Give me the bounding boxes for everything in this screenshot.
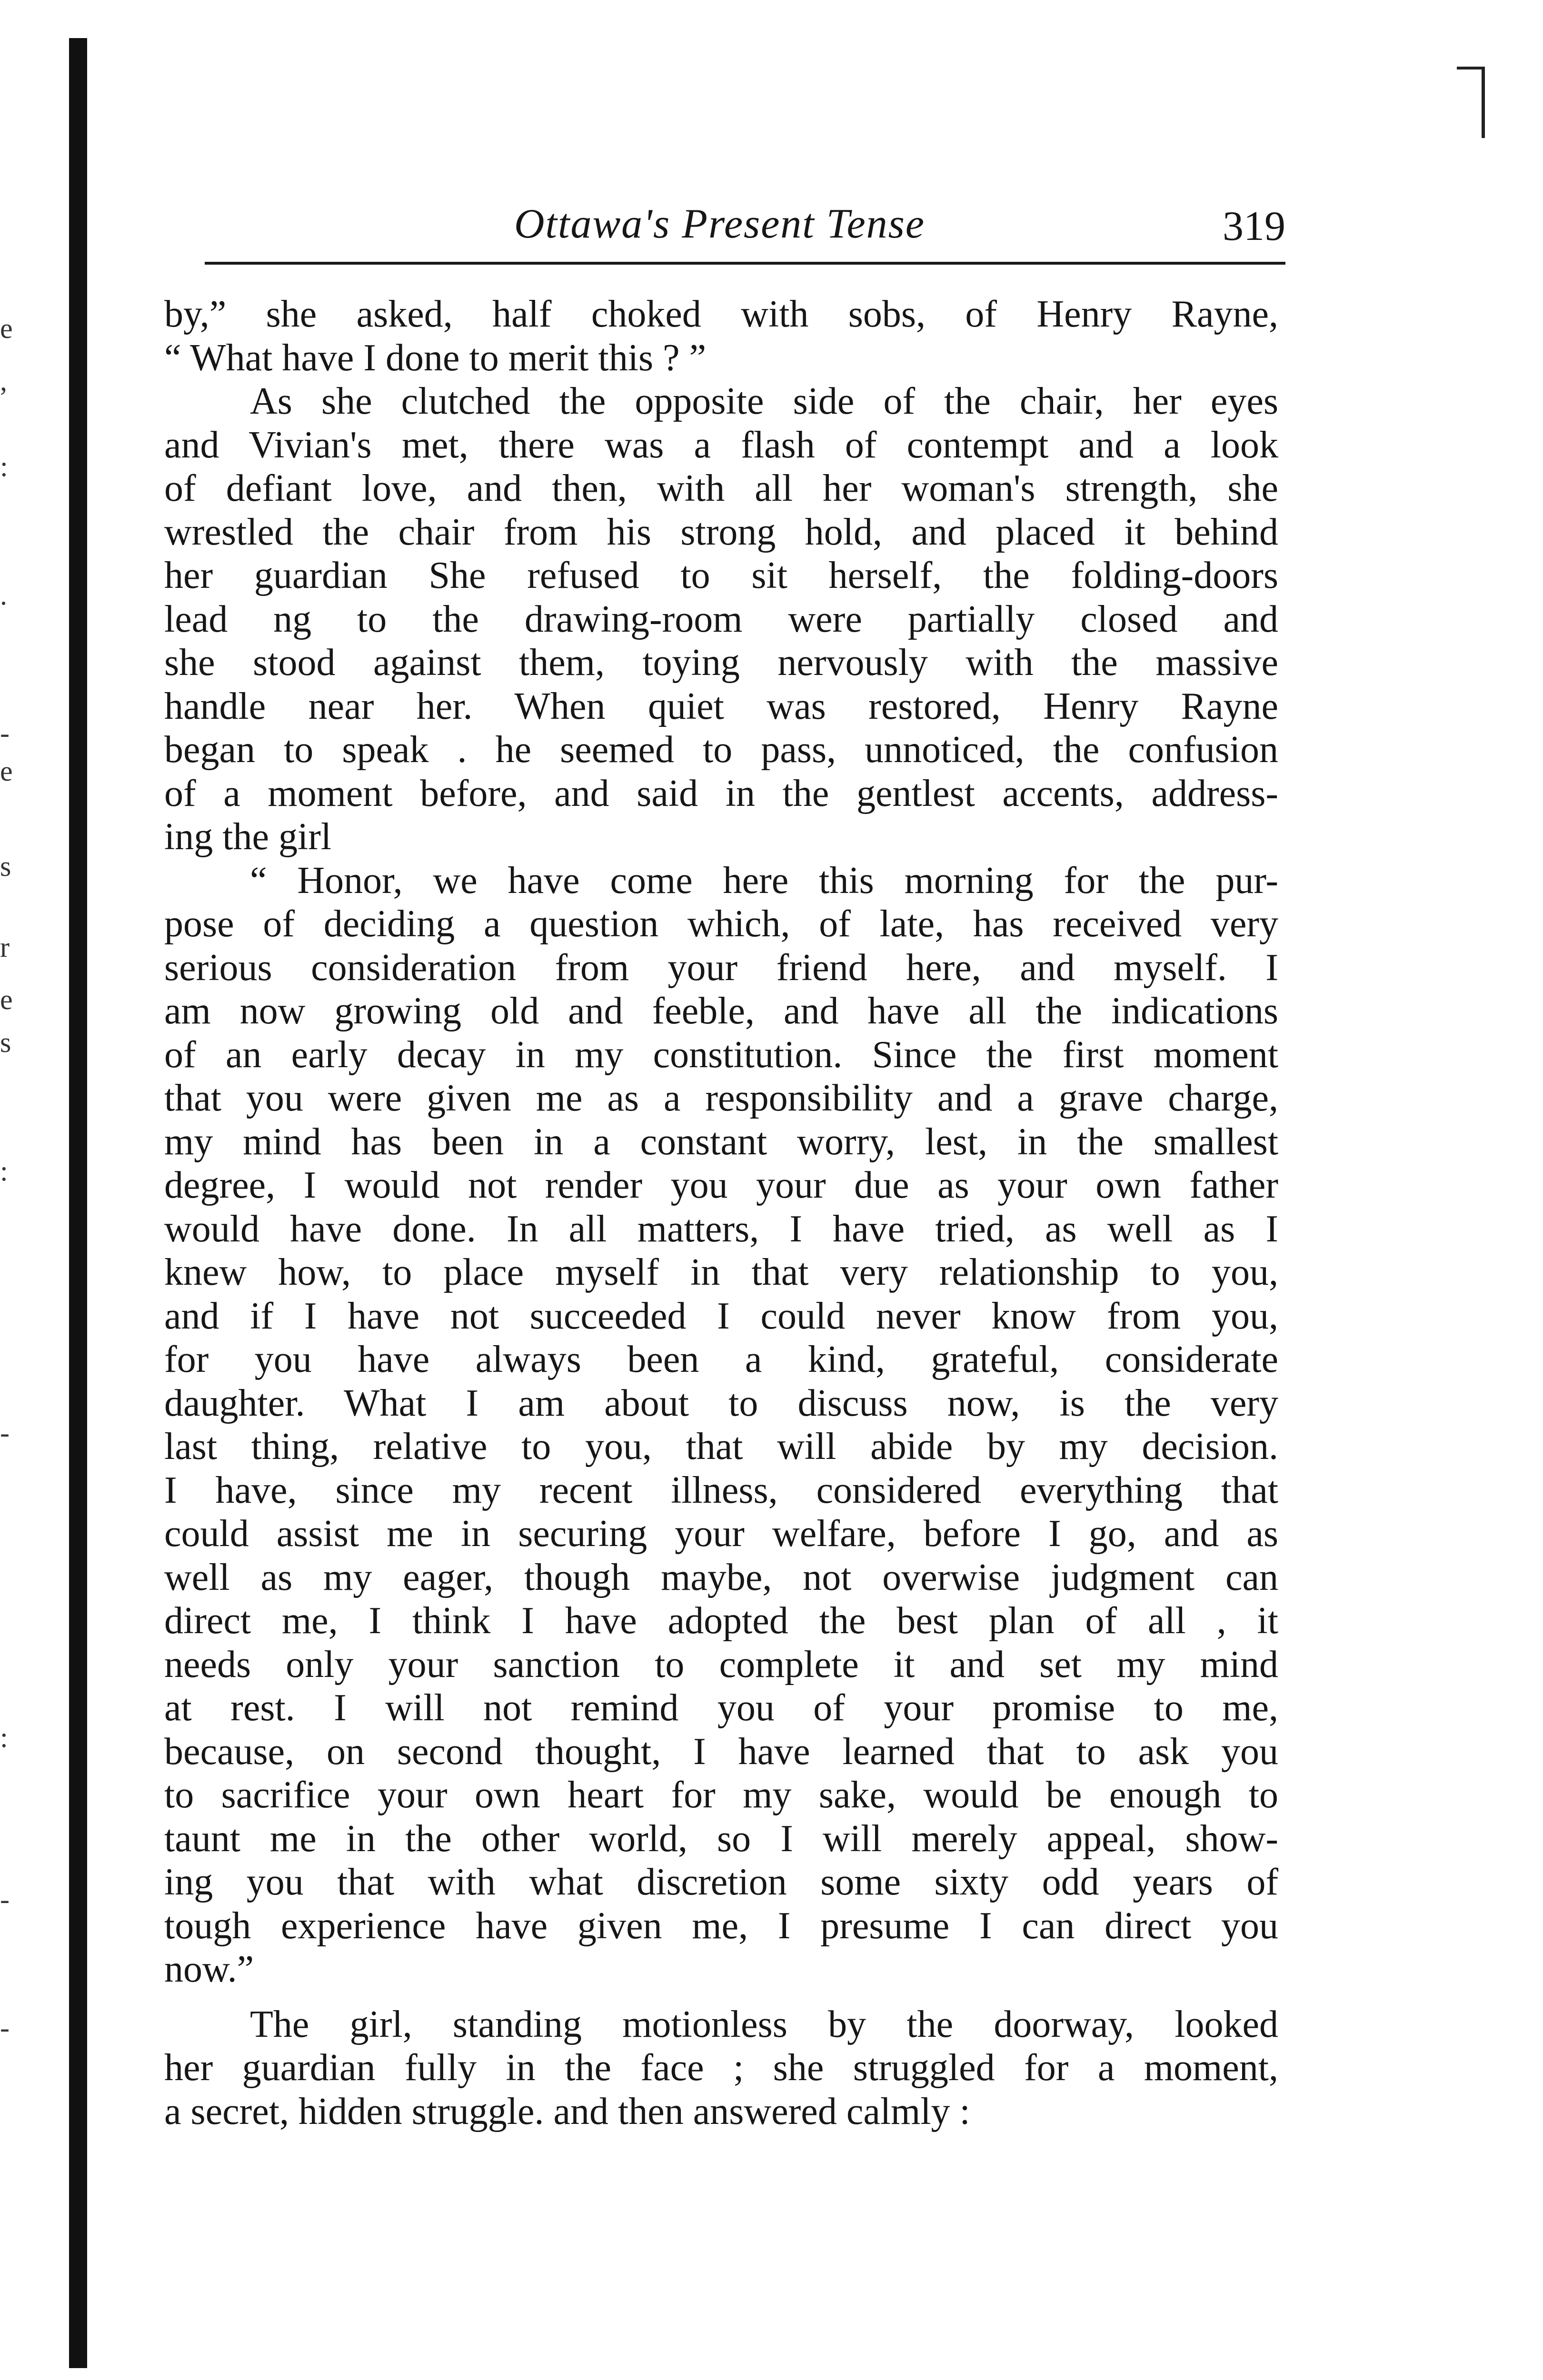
text-line: am now growing old and feeble, and have all the indications: [164, 990, 1278, 1032]
text-line: and if I have not succeeded I could never know from you,: [164, 1295, 1278, 1337]
text-line: of defiant love, and then, with all her woman's strength, she: [164, 467, 1278, 509]
text-line: to sacrifice your own heart for my sake, would be enough to: [164, 1774, 1278, 1816]
text-line: my mind has been in a constant worry, lest, in the smallest: [164, 1121, 1278, 1163]
page-edge-mark: [1482, 67, 1485, 138]
text-line: for you have always been a kind, grateful, considerate: [164, 1339, 1278, 1380]
page-number: 319: [1223, 203, 1285, 249]
text-line: could assist me in securing your welfare, before I go, and as: [164, 1513, 1278, 1555]
text-line: last thing, relative to you, that will abide by my decision.: [164, 1426, 1278, 1468]
margin-fragments: [0, 0, 19, 2380]
text-line: The girl, standing motionless by the doorway, looked: [250, 2003, 1278, 2045]
text-line: at rest. I will not remind you of your promise to me,: [164, 1687, 1278, 1729]
text-line: knew how, to place myself in that very relationship to you,: [164, 1251, 1278, 1293]
text-line: I have, since my recent illness, considered everything that: [164, 1469, 1278, 1511]
text-line: needs only your sanction to complete it and set my mind: [164, 1643, 1278, 1686]
text-line: ing you that with what discretion some sixty odd years of: [164, 1861, 1278, 1903]
edge-fragment: -: [0, 2012, 10, 2043]
text-line: by,” she asked, half choked with sobs, of Henry Rayne,: [164, 293, 1278, 335]
header-rule: [205, 262, 1285, 265]
text-line: “ What have I done to merit this ? ”: [164, 337, 707, 379]
edge-fragment: :: [0, 1722, 8, 1753]
paragraph: [164, 2003, 1278, 2134]
text-line: wrestled the chair from his strong hold, and placed it behind: [164, 511, 1278, 553]
body-text: [164, 293, 1278, 2133]
text-line: that you were given me as a responsibility and a grave charge,: [164, 1077, 1278, 1119]
text-line: handle near her. When quiet was restored, Henry Rayne: [164, 685, 1278, 727]
edge-fragment: e: [0, 755, 13, 787]
text-line: pose of deciding a question which, of late, has received very: [164, 903, 1278, 945]
running-title: Ottawa's Present Tense: [514, 201, 925, 247]
edge-fragment: r: [0, 932, 10, 963]
text-line: “ Honor, we have come here this morning for the pur-: [250, 859, 1278, 902]
text-line: now.”: [164, 1948, 254, 1990]
edge-fragment: :: [0, 1155, 8, 1187]
paragraph: [164, 380, 1278, 859]
text-line: tough experience have given me, I presume I can direct you: [164, 1904, 1278, 1947]
text-line: degree, I would not render you your due as your own father: [164, 1164, 1278, 1206]
text-line: taunt me in the other world, so I will merely appeal, show-: [164, 1817, 1278, 1860]
page-corner-mark: [1457, 67, 1482, 69]
text-line: ing the girl: [164, 816, 332, 858]
page-header: [205, 190, 1285, 271]
text-line: began to speak . he seemed to pass, unnoticed, the confusion: [164, 729, 1278, 771]
edge-fragment: .: [0, 579, 7, 611]
edge-fragment: e: [0, 313, 13, 344]
text-line: would have done. In all matters, I have tried, as well as I: [164, 1208, 1278, 1250]
text-line: her guardian She refused to sit herself, the folding-doors: [164, 555, 1278, 596]
text-line: of an early decay in my constitution. Since the first moment: [164, 1033, 1278, 1076]
text-line: well as my eager, though maybe, not overwise judgment can: [164, 1556, 1278, 1598]
paragraph: [164, 293, 1278, 380]
text-line: lead ng to the drawing-room were partially closed and: [164, 598, 1278, 640]
paragraph: [164, 859, 1278, 1992]
text-line: of a moment before, and said in the gentlest accents, address-: [164, 772, 1278, 814]
text-line: serious consideration from your friend here, and myself. I: [164, 946, 1278, 989]
text-line: a secret, hidden struggle. and then answered calmly :: [164, 2090, 970, 2132]
edge-fragment: -: [0, 717, 10, 749]
text-line: her guardian fully in the face ; she struggled for a moment,: [164, 2047, 1278, 2089]
edge-fragment: -: [0, 1884, 10, 1915]
text-line: daughter. What I am about to discuss now, is the very: [164, 1382, 1278, 1424]
edge-fragment: :: [0, 451, 8, 482]
text-line: As she clutched the opposite side of the chair, her eyes: [250, 380, 1278, 422]
text-line: and Vivian's met, there was a flash of contempt and a look: [164, 424, 1278, 466]
binding-edge-bar: [69, 38, 87, 2368]
edge-fragment: e: [0, 984, 13, 1015]
edge-fragment: s: [0, 851, 11, 882]
text-line: because, on second thought, I have learned that to ask you: [164, 1730, 1278, 1773]
edge-fragment: s: [0, 1027, 11, 1058]
text-line: direct me, I think I have adopted the best plan of all , it: [164, 1600, 1278, 1642]
edge-fragment: ,: [0, 365, 7, 397]
text-line: she stood against them, toying nervously with the massive: [164, 642, 1278, 684]
edge-fragment: -: [0, 1417, 10, 1448]
